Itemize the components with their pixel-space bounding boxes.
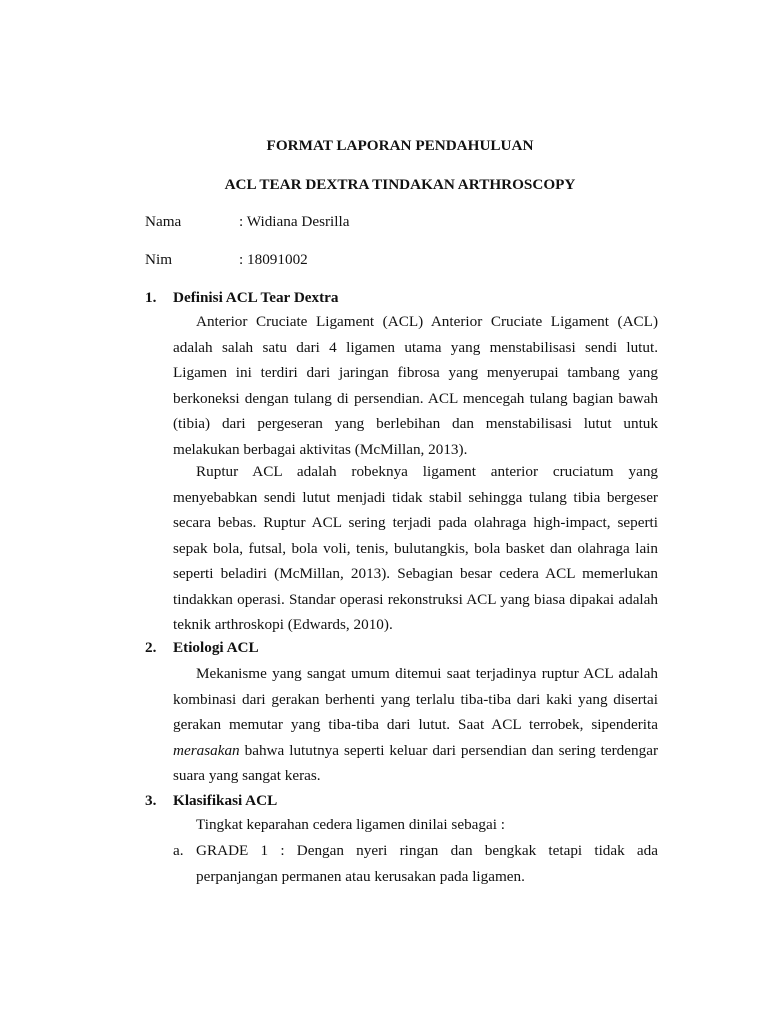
- name-label: Nama: [145, 213, 182, 230]
- document-title: FORMAT LAPORAN PENDAHULUAN: [266, 137, 534, 154]
- paragraph-definisi-1: Anterior Cruciate Ligament (ACL) Anterior Cruciate Ligament (ACL) adalah salah satu dari 4 ligamen utama yang menstabilisasi sendi lutut. Ligamen ini terdiri dari jaringan fibrosa yang menyerupai tambang yang berkoneksi dengan tulang di persendian. ACL mencegah tulang bagian bawah (tibia) dari pergeseran yang berlebihan dan menstabilisasi lutut untuk melakukan berbagai aktivitas (McMillan, 2013).: [173, 313, 658, 458]
- paragraph-definisi-2: Ruptur ACL adalah robeknya ligament anterior cruciatum yang menyebabkan sendi lutut menjadi tidak stabil sehingga tulang tibia bergeser secara bebas. Ruptur ACL sering terjadi pada olahraga high-impact, seperti sepak bola, futsal, bola voli, tenis, bulutangkis, bola basket dan olahraga lain seperti beladiri (McMillan, 2013). Sebagian besar cedera ACL memerlukan tindakkan operasi. Standar operasi rekonstruksi ACL yang biasa dipakai adalah teknik arthroskopi (Edwards, 2010).: [173, 463, 658, 633]
- nim-label: Nim: [145, 251, 173, 268]
- paragraph-etiologi: [173, 661, 658, 789]
- list-item-grade-1: GRADE 1 : Dengan nyeri ringan dan bengkak tetapi tidak ada perpanjangan permanen atau kerusakan pada ligamen.: [196, 842, 658, 885]
- paragraph-klasifikasi-intro: Tingkat keparahan cedera ligamen dinilai sebagai :: [196, 816, 505, 833]
- paragraph-etiologi-emphasis: merasakan: [173, 741, 240, 759]
- paragraph-etiologi-text-end: bahwa lututnya seperti keluar dari persendian dan sering terdengar suara yang sangat keras.: [173, 741, 658, 784]
- section-number: 1.: [145, 289, 157, 306]
- paragraph-etiologi-text-start: Mekanisme yang sangat umum ditemui saat terjadinya ruptur ACL adalah kombinasi dari gerakan berhenti yang terlalu tiba-tiba dari kaki yang disertai gerakan memutar yang tiba-tiba dari lutut. Saat ACL terrobek, sipenderita: [173, 665, 658, 733]
- section-number: 2.: [145, 639, 157, 656]
- section-heading-klasifikasi: Klasifikasi ACL: [173, 792, 278, 809]
- section-heading-etiologi: Etiologi ACL: [173, 639, 259, 656]
- name-value: : Widiana Desrilla: [239, 213, 350, 230]
- section-heading-definisi: Definisi ACL Tear Dextra: [173, 289, 339, 306]
- document-subtitle: ACL TEAR DEXTRA TINDAKAN ARTHROSCOPY: [224, 176, 576, 193]
- section-number: 3.: [145, 792, 157, 809]
- list-item-letter: a.: [173, 842, 184, 859]
- nim-value: : 18091002: [239, 251, 308, 268]
